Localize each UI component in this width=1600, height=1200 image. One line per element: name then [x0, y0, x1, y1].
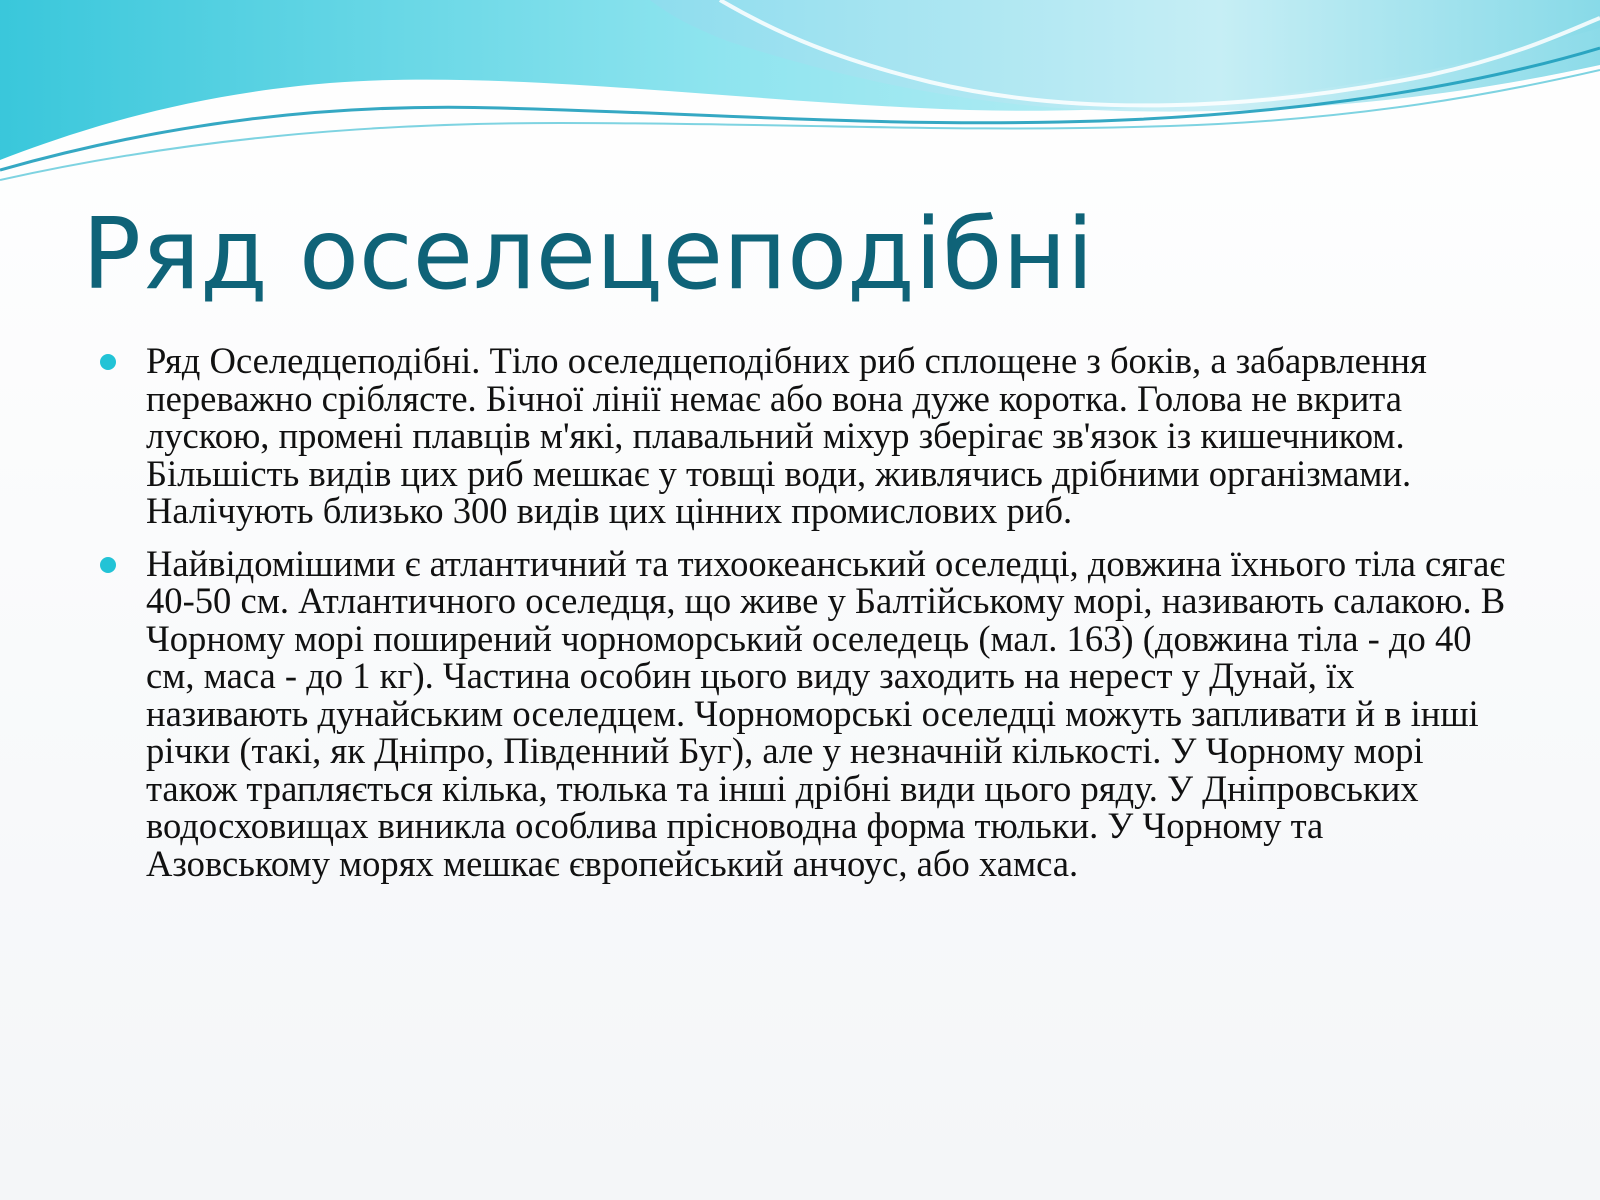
- list-item: [100, 342, 1510, 530]
- bullet-dot-icon: [100, 557, 116, 573]
- bullet-text: Ряд Оселедцеподібні. Тіло оселедцеподібних риб сплощене з боків, а забарвлення переважно сріблясте. Бічної лінії немає або вона дуже коротка. Голова не вкрита лускою, промені плавців м'які, плавальний міхур зберігає зв'язок із кишечником. Більшість видів цих риб мешкає у товщі води, живлячись дрібними організмами. Налічують близько 300 видів цих цінних промислових риб.: [146, 340, 1427, 531]
- wave-header-decoration: [0, 0, 1600, 190]
- bullet-text: Найвідомішими є атлантичний та тихоокеанський оселедці, довжина їхнього тіла сягає 40-50 см. Атлантичного оселедця, що живе у Балтійському морі, називають салакою. В Чорному морі поширений чорноморський оселедець (мал. 163) (довжина тіла - до 40 см, маса - до 1 кг). Частина особин цього виду заходить на нерест у Дунай, їх називають дунайським оселедцем. Чорноморські оселедці можуть запливати й в інші річки (такі, як Дніпро, Південний Буг), але у незначній кількості. У Чорному морі також трапляється кілька, тюлька та інші дрібні види цього ряду. У Дніпровських водосховищах виникла особлива прісноводна форма тюльки. У Чорному та Азовському морях мешкає європейський анчоус, або хамса.: [146, 542, 1506, 884]
- slide-content: [100, 342, 1510, 897]
- list-item: [100, 542, 1510, 884]
- slide-title: Ряд оселецеподібні: [82, 198, 1094, 312]
- bullet-dot-icon: [100, 354, 116, 370]
